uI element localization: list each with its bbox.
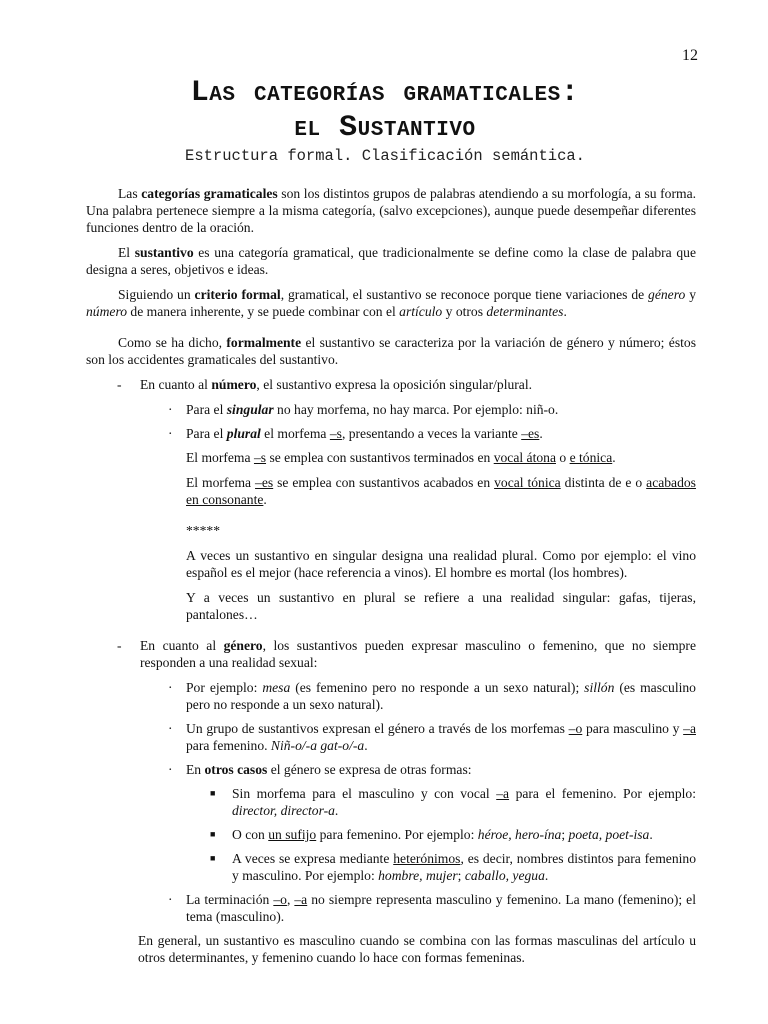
list-item-genero: - En cuanto al género, los sustantivos pueden expresar masculino o femenino, que no siempre responden a una realidad sexual: — [117, 638, 696, 670]
list-item-morfemas: · Un grupo de sustantivos expresan el género a través de los morfemas –o para masculino y –a para femenino. Niñ-o/-a gat-o/-a. — [168, 721, 696, 753]
dot-marker: · — [168, 402, 173, 417]
title-line-2: el Sustantivo — [294, 111, 476, 145]
dot-marker: · — [168, 680, 173, 695]
title-line-1: Las categorías gramaticales: — [190, 76, 580, 110]
dot-marker: · — [168, 721, 173, 736]
dot-marker: · — [168, 892, 173, 907]
paragraph-formalmente: Como se ha dicho, formalmente el sustantivo se caracteriza por la variación de género y número; éstos son los accidentes gramaticales del sustantivo. — [86, 335, 696, 367]
list-item-terminacion: · La terminación –o, –a no siempre representa masculino y femenino. La mano (femenino); el tema (masculino). — [168, 892, 696, 924]
paragraph-sustantivo: El sustantivo es una categoría gramatical, que tradicionalmente se define como la clase de palabra que designa a seres, objetivos e ideas. — [86, 245, 696, 277]
paragraph-morfema-es: El morfema –es se emplea con sustantivos acabados en vocal tónica distinta de e o acabados en consonante. — [186, 475, 696, 507]
paragraph-morfema-s: El morfema –s se emplea con sustantivos terminados en vocal átona o e tónica. — [186, 450, 616, 465]
list-item-sin-morfema: ■ Sin morfema para el masculino y con vocal –a para el femenino. Por ejemplo: director, director-a. — [210, 786, 696, 818]
document-body — [86, 185, 696, 966]
list-item-singular: · Para el singular no hay morfema, no hay marca. Por ejemplo: niñ-o. — [168, 402, 559, 417]
paragraph-singular-plural: A veces un sustantivo en singular designa una realidad plural. Como por ejemplo: el vino español es el mejor (hace referencia a vinos). El hombre es mortal (los hombres). — [186, 548, 696, 580]
page-number: 12 — [682, 47, 698, 64]
dot-marker: · — [168, 426, 173, 441]
dash-marker: - — [117, 377, 122, 392]
dash-marker: - — [117, 638, 122, 653]
paragraph-plural-singular: Y a veces un sustantivo en plural se refiere a una realidad singular: gafas, tijeras, pantalones… — [186, 590, 696, 622]
list-item-ejemplo: · Por ejemplo: mesa (es femenino pero no responde a un sexo natural); sillón (es masculino pero no responde a un sexo natural). — [168, 680, 696, 712]
list-item-numero: - En cuanto al número, el sustantivo expresa la oposición singular/plural. — [117, 377, 532, 392]
square-marker: ■ — [210, 829, 216, 839]
page-title — [90, 76, 680, 146]
paragraph-conclusion: En general, un sustantivo es masculino cuando se combina con las formas masculinas del artículo u otros determinantes, y femenino cuando lo hace con formas femeninas. — [138, 933, 696, 965]
paragraph-categorias: Las categorías gramaticales son los distintos grupos de palabras atendiendo a su morfología, a su forma. Una palabra pertenece siempre a la misma categoría, (salvo excepciones), aunque puede desempeñar diferentes funciones dentro de la oración. — [86, 186, 696, 235]
separator-stars: ***** — [186, 523, 220, 538]
square-marker: ■ — [210, 853, 216, 863]
page-subtitle: Estructura formal. Clasificación semántica. — [185, 147, 585, 165]
paragraph-criterio-formal: Siguiendo un criterio formal, gramatical, el sustantivo se reconoce porque tiene variaciones de género y número de manera inherente, y se puede combinar con el artículo y otros determinantes. — [86, 287, 696, 319]
square-marker: ■ — [210, 788, 216, 798]
list-item-plural: · Para el plural el morfema –s, presentando a veces la variante –es. — [168, 426, 543, 441]
list-item-otros-casos: · En otros casos el género se expresa de otras formas: — [168, 762, 472, 777]
list-item-heteronimos: ■ A veces se expresa mediante heterónimos, es decir, nombres distintos para femenino y masculino. Por ejemplo: hombre, mujer; caballo, yegua. — [210, 851, 696, 883]
list-item-sufijo: ■ O con un sufijo para femenino. Por ejemplo: héroe, hero-ína; poeta, poet-isa. — [210, 827, 653, 842]
dot-marker: · — [168, 762, 173, 777]
